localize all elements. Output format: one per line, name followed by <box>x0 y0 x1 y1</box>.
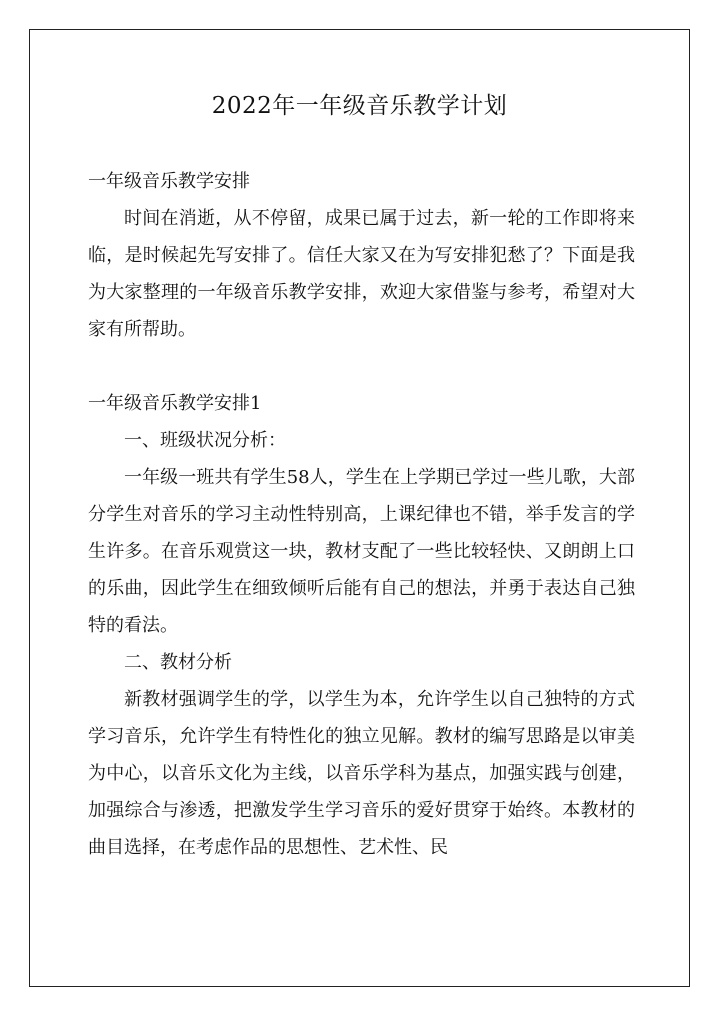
plan1-heading: 一年级音乐教学安排1 <box>88 393 262 414</box>
section1-heading: 一、班级状况分析： <box>124 430 286 451</box>
intro-heading: 一年级音乐教学安排 <box>88 171 250 192</box>
section1-paragraph: 一年级一班共有学生58人，学生在上学期已学过一些儿歌，大部分学生对音乐的学习主动性特别高，上课纪律也不错，举手发言的学生许多。在音乐观赏这一块，教材支配了一些比较轻快、又朗朗上口的乐曲，因此学生在细致倾听后能有自己的想法，并勇于表达自己独特的看法。 <box>88 467 635 636</box>
intro-paragraph: 时间在消逝，从不停留，成果已属于过去，新一轮的工作即将来临，是时候起先写安排了。信任大家又在为写安排犯愁了？下面是我为大家整理的一年级音乐教学安排，欢迎大家借鉴与参考，希望对大家有所帮助。 <box>88 208 635 340</box>
document-body <box>88 163 635 866</box>
document-title: 2022年一年级音乐教学计划 <box>211 93 508 119</box>
section2-heading: 二、教材分析 <box>124 652 232 673</box>
paragraph-gap <box>88 348 635 385</box>
section2-paragraph: 新教材强调学生的学，以学生为本，允许学生以自己独特的方式学习音乐，允许学生有特性化的独立见解。教材的编写思路是以审美为中心，以音乐文化为主线，以音乐学科为基点，加强实践与创建，加强综合与渗透，把激发学生学习音乐的爱好贯穿于始终。本教材的曲目选择，在考虑作品的思想性、艺术性、民 <box>88 689 635 858</box>
